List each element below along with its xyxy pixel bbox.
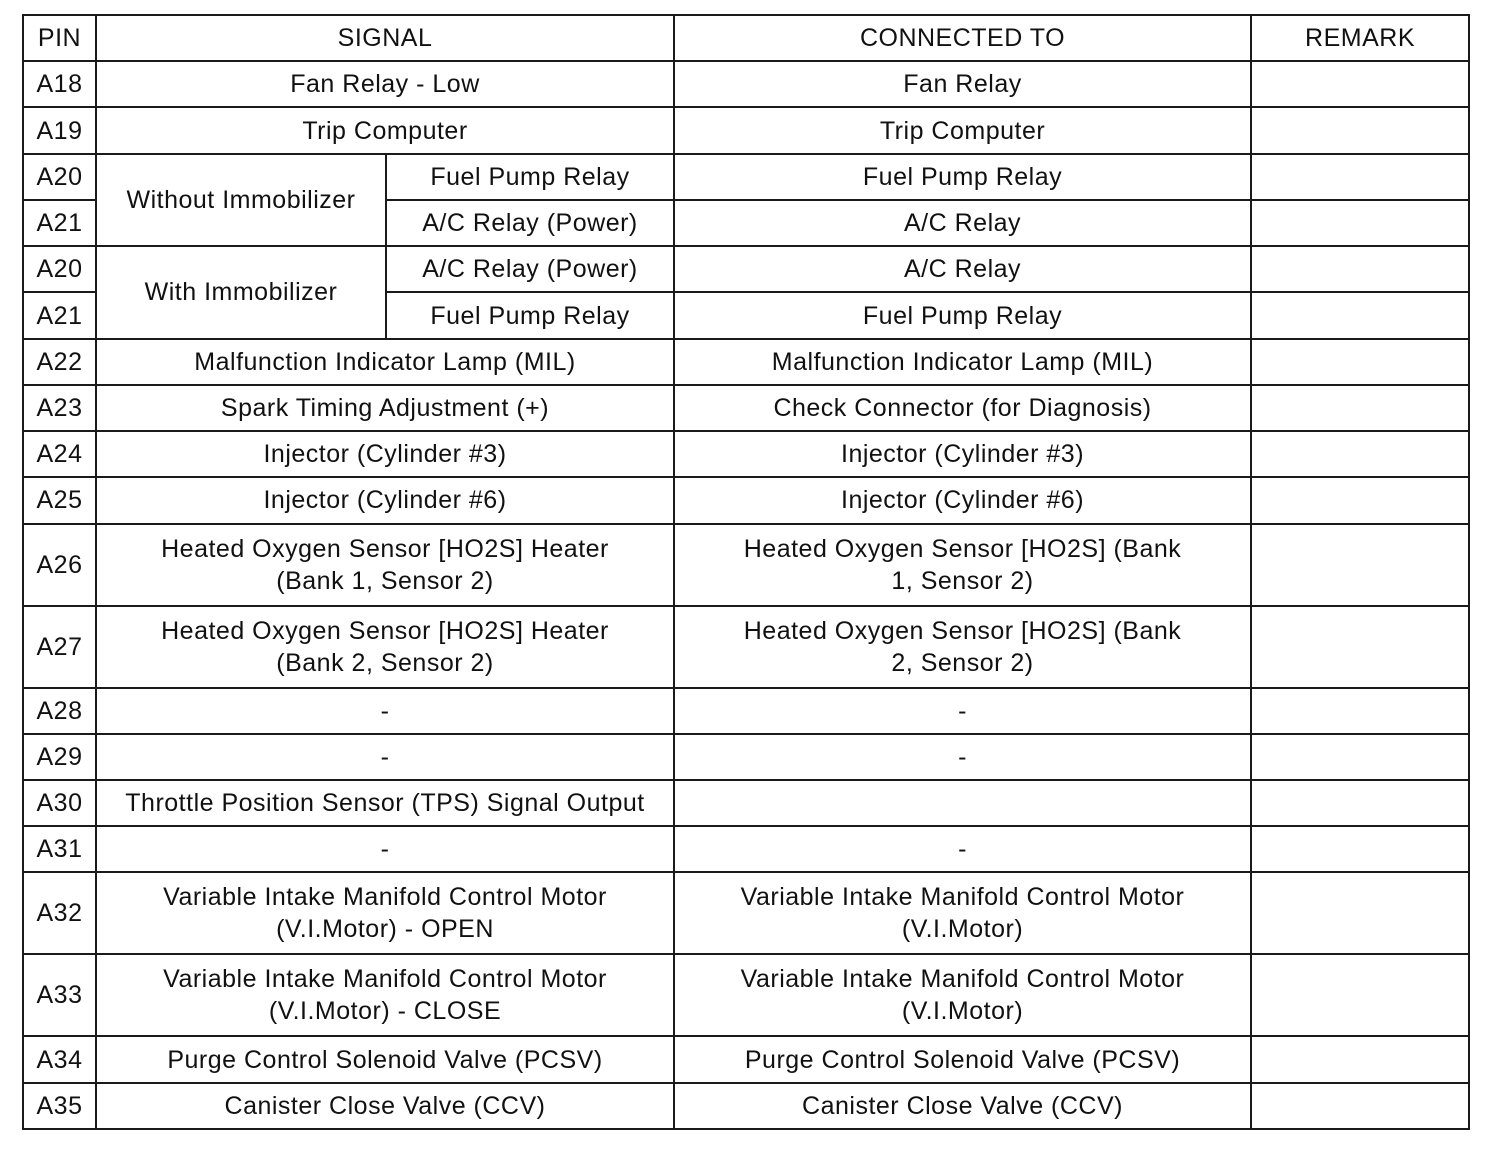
remark-cell (1251, 872, 1469, 954)
pin-table (22, 14, 1470, 1130)
remark-cell (1251, 826, 1469, 872)
signal-cell: Canister Close Valve (CCV) (96, 1083, 674, 1129)
signal-cell: - (96, 734, 674, 780)
signal-cell: Throttle Position Sensor (TPS) Signal Output (96, 780, 674, 826)
pin-cell: A21 (23, 292, 96, 338)
table-row (23, 477, 1469, 523)
signal-line-2: (V.I.Motor) - CLOSE (268, 997, 502, 1026)
connected-line-1: Heated Oxygen Sensor [HO2S] (Bank (743, 534, 1182, 563)
signal-line-1: Variable Intake Manifold Control Motor (163, 883, 607, 912)
table-row (23, 872, 1469, 954)
connected-cell: - (674, 826, 1251, 872)
table-row (23, 1083, 1469, 1129)
pin-cell: A30 (23, 780, 96, 826)
remark-cell (1251, 606, 1469, 688)
group-label-with-immobilizer: With Immobilizer (96, 246, 386, 338)
signal-line-2: (V.I.Motor) - OPEN (276, 915, 494, 944)
pin-cell: A24 (23, 431, 96, 477)
connected-cell: Canister Close Valve (CCV) (674, 1083, 1251, 1129)
connected-line-2: (V.I.Motor) (901, 915, 1024, 944)
remark-cell (1251, 524, 1469, 606)
remark-cell (1251, 1036, 1469, 1082)
signal-cell: Purge Control Solenoid Valve (PCSV) (96, 1036, 674, 1082)
connected-cell: A/C Relay (674, 200, 1251, 246)
signal-line-2: (Bank 2, Sensor 2) (276, 648, 494, 677)
pin-cell: A34 (23, 1036, 96, 1082)
connected-cell: Malfunction Indicator Lamp (MIL) (674, 339, 1251, 385)
signal-cell (96, 524, 674, 606)
remark-cell (1251, 246, 1469, 292)
remark-cell (1251, 107, 1469, 153)
header-row (23, 15, 1469, 61)
signal-cell (96, 872, 674, 954)
table-row (23, 385, 1469, 431)
pin-cell: A21 (23, 200, 96, 246)
remark-cell (1251, 385, 1469, 431)
connected-line-1: Variable Intake Manifold Control Motor (740, 965, 1185, 994)
connected-cell: Check Connector (for Diagnosis) (674, 385, 1251, 431)
remark-cell (1251, 734, 1469, 780)
connected-cell: Purge Control Solenoid Valve (PCSV) (674, 1036, 1251, 1082)
pin-cell: A20 (23, 246, 96, 292)
signal-cell: A/C Relay (Power) (386, 200, 674, 246)
table-row (23, 154, 1469, 200)
connected-cell: Fuel Pump Relay (674, 292, 1251, 338)
pin-cell: A31 (23, 826, 96, 872)
connected-line-2: 2, Sensor 2) (891, 648, 1034, 677)
pin-cell: A32 (23, 872, 96, 954)
signal-cell (96, 954, 674, 1036)
table-row (23, 734, 1469, 780)
pin-cell: A28 (23, 688, 96, 734)
connected-cell: - (674, 688, 1251, 734)
remark-cell (1251, 339, 1469, 385)
signal-line-1: Heated Oxygen Sensor [HO2S] Heater (161, 534, 609, 563)
table-row (23, 339, 1469, 385)
signal-line-1: Variable Intake Manifold Control Motor (163, 965, 607, 994)
remark-cell (1251, 200, 1469, 246)
remark-cell (1251, 688, 1469, 734)
remark-cell (1251, 154, 1469, 200)
table-row (23, 1036, 1469, 1082)
table-row (23, 606, 1469, 688)
pin-cell: A29 (23, 734, 96, 780)
connected-cell: Fan Relay (674, 61, 1251, 107)
table-row (23, 688, 1469, 734)
remark-cell (1251, 477, 1469, 523)
connected-cell: Injector (Cylinder #6) (674, 477, 1251, 523)
connected-cell: Fuel Pump Relay (674, 154, 1251, 200)
signal-cell: Malfunction Indicator Lamp (MIL) (96, 339, 674, 385)
table-row (23, 431, 1469, 477)
signal-cell: Fan Relay - Low (96, 61, 674, 107)
pin-header: PIN (23, 15, 96, 61)
connected-cell (674, 954, 1251, 1036)
pin-cell: A19 (23, 107, 96, 153)
table-row (23, 61, 1469, 107)
connected-cell: A/C Relay (674, 246, 1251, 292)
signal-cell: - (96, 826, 674, 872)
pin-cell: A18 (23, 61, 96, 107)
signal-cell: - (96, 688, 674, 734)
table-row (23, 954, 1469, 1036)
remark-cell (1251, 954, 1469, 1036)
pin-cell: A35 (23, 1083, 96, 1129)
connected-cell: Injector (Cylinder #3) (674, 431, 1251, 477)
connected-line-1: Heated Oxygen Sensor [HO2S] (Bank (743, 616, 1182, 645)
connected-cell (674, 606, 1251, 688)
group-label-without-immobilizer: Without Immobilizer (96, 154, 386, 246)
remark-header: REMARK (1251, 15, 1469, 61)
table-row (23, 524, 1469, 606)
signal-line-2: (Bank 1, Sensor 2) (276, 566, 494, 595)
connected-cell: Trip Computer (674, 107, 1251, 153)
table-row (23, 107, 1469, 153)
signal-line-1: Heated Oxygen Sensor [HO2S] Heater (161, 616, 609, 645)
table-row (23, 780, 1469, 826)
connected-line-2: (V.I.Motor) (901, 997, 1024, 1026)
remark-cell (1251, 780, 1469, 826)
pin-cell: A25 (23, 477, 96, 523)
table-row (23, 246, 1469, 292)
pin-cell: A23 (23, 385, 96, 431)
pin-cell: A20 (23, 154, 96, 200)
connected-line-2: 1, Sensor 2) (891, 566, 1034, 595)
signal-cell (96, 606, 674, 688)
connected-cell: - (674, 734, 1251, 780)
connected-cell (674, 780, 1251, 826)
connected-cell (674, 872, 1251, 954)
remark-cell (1251, 61, 1469, 107)
remark-cell (1251, 431, 1469, 477)
pin-cell: A33 (23, 954, 96, 1036)
connected-cell (674, 524, 1251, 606)
signal-header: SIGNAL (96, 15, 674, 61)
pin-cell: A26 (23, 524, 96, 606)
connected-to-header: CONNECTED TO (674, 15, 1251, 61)
remark-cell (1251, 292, 1469, 338)
signal-cell: Trip Computer (96, 107, 674, 153)
signal-cell: Spark Timing Adjustment (+) (96, 385, 674, 431)
table-row (23, 826, 1469, 872)
remark-cell (1251, 1083, 1469, 1129)
pin-cell: A22 (23, 339, 96, 385)
signal-cell: A/C Relay (Power) (386, 246, 674, 292)
connected-line-1: Variable Intake Manifold Control Motor (740, 883, 1185, 912)
signal-cell: Injector (Cylinder #3) (96, 431, 674, 477)
signal-cell: Fuel Pump Relay (386, 292, 674, 338)
signal-cell: Injector (Cylinder #6) (96, 477, 674, 523)
signal-cell: Fuel Pump Relay (386, 154, 674, 200)
pin-cell: A27 (23, 606, 96, 688)
